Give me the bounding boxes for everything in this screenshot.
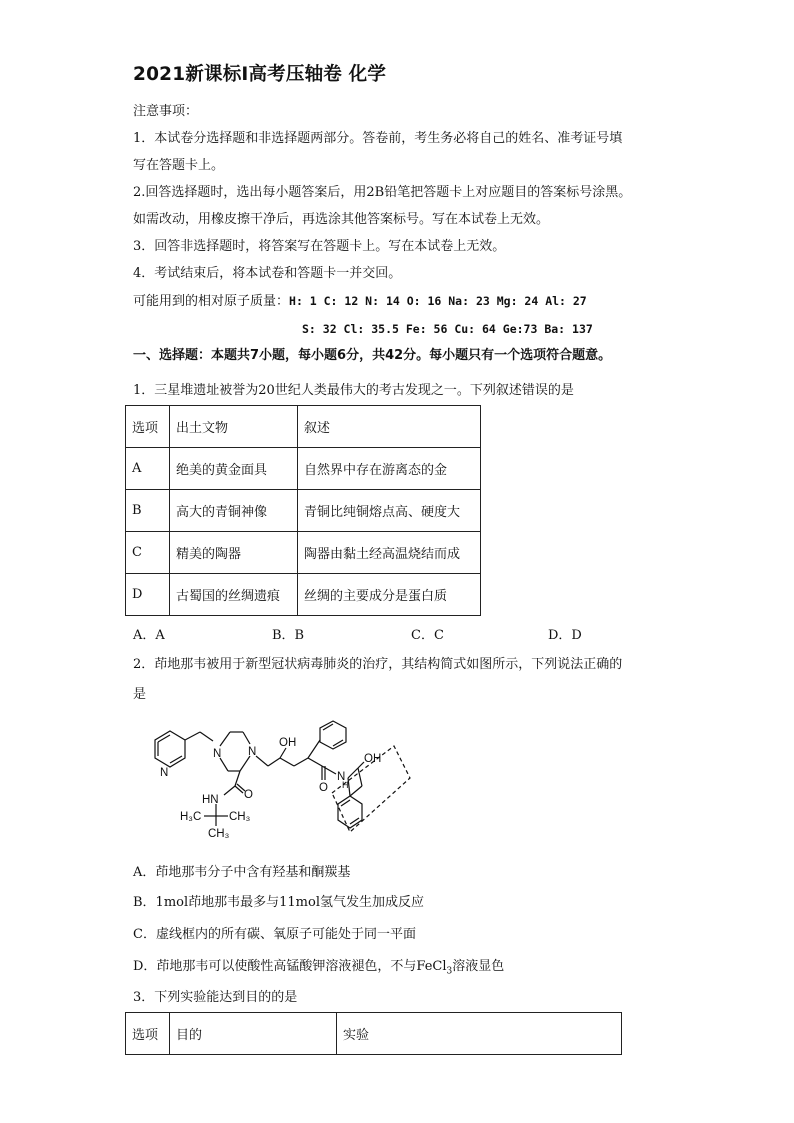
q1-option-a: A．A bbox=[133, 628, 165, 643]
mol-n-pyridine: N bbox=[160, 767, 169, 779]
mol-oh-indanol: OH bbox=[364, 753, 382, 765]
notice-line-6: 4．考试结束后，将本试卷和答题卡一并交回。 bbox=[133, 266, 402, 281]
q1-cell: D bbox=[126, 574, 170, 616]
q2-option-d-tail: 溶液显色 bbox=[452, 959, 505, 974]
table-row bbox=[126, 532, 481, 574]
atomic-mass-line-1 bbox=[133, 292, 587, 311]
q1-option-d: D．D bbox=[548, 628, 582, 643]
q1-option-c: C．C bbox=[411, 628, 444, 643]
mol-ch3-right: CH₃ bbox=[229, 811, 251, 823]
mol-n-piperazine-1: N bbox=[213, 748, 222, 760]
notice-line-1: 1．本试卷分选择题和非选择题两部分。答卷前，考生务必将自己的姓名、准考证号填 bbox=[133, 131, 623, 146]
atomic-mass-values-2: S: 32 Cl: 35.5 Fe: 56 Cu: 64 Ge:73 Ba: 137 bbox=[302, 322, 593, 336]
q3-header-option: 选项 bbox=[126, 1013, 170, 1055]
table-row bbox=[126, 574, 481, 616]
q1-cell: 陶器由黏土经高温烧结而成 bbox=[298, 532, 481, 574]
mol-o-amide-left: O bbox=[244, 789, 253, 801]
atomic-mass-values-1: H: 1 C: 12 N: 14 O: 16 Na: 23 Mg: 24 Al: 27 bbox=[289, 294, 587, 308]
q3-header-experiment: 实验 bbox=[337, 1013, 622, 1055]
q2-option-c: C．虚线框内的所有碳、氧原子可能处于同一平面 bbox=[133, 927, 416, 942]
mol-n-piperazine-2: N bbox=[248, 746, 257, 758]
q1-header-desc: 叙述 bbox=[298, 406, 481, 448]
q3-stem: 3．下列实验能达到目的的是 bbox=[133, 990, 298, 1005]
q1-header-option: 选项 bbox=[126, 406, 170, 448]
table-row bbox=[126, 490, 481, 532]
section-1-heading: 一、选择题：本题共7小题，每小题6分，共42分。每小题只有一个选项符合题意。 bbox=[133, 348, 612, 363]
mol-o-amide-right: O bbox=[319, 782, 328, 794]
q1-cell: 绝美的黄金面具 bbox=[170, 448, 298, 490]
notice-line-5: 3．回答非选择题时，将答案写在答题卡上。写在本试卷上无效。 bbox=[133, 239, 506, 254]
q2-option-b: B．1mol茚地那韦最多与11mol氢气发生加成反应 bbox=[133, 895, 424, 910]
q2-option-d-subscript: 3 bbox=[446, 966, 453, 977]
notice-line-4: 如需改动，用橡皮擦干净后，再选涂其他答案标号。写在本试卷上无效。 bbox=[133, 212, 550, 227]
mol-ch3-left: H₃C bbox=[180, 811, 202, 823]
q1-cell: C bbox=[126, 532, 170, 574]
page-title: 2021新课标Ⅰ高考压轴卷 化学 bbox=[133, 64, 387, 85]
q1-option-b: B．B bbox=[272, 628, 305, 643]
q1-cell: B bbox=[126, 490, 170, 532]
q1-cell: 自然界中存在游离态的金 bbox=[298, 448, 481, 490]
q2-option-a: A．茚地那韦分子中含有羟基和酮羰基 bbox=[133, 865, 351, 880]
atomic-mass-label: 可能用到的相对原子质量： bbox=[133, 294, 290, 309]
indinavir-structure bbox=[140, 718, 430, 848]
notice-heading: 注意事项： bbox=[133, 104, 199, 119]
table-row bbox=[126, 448, 481, 490]
q1-table bbox=[125, 405, 481, 616]
q1-cell: 精美的陶器 bbox=[170, 532, 298, 574]
q1-cell: 高大的青铜神像 bbox=[170, 490, 298, 532]
q3-table bbox=[125, 1012, 622, 1055]
q1-cell: 古蜀国的丝绸遗痕 bbox=[170, 574, 298, 616]
mol-nh-left: HN bbox=[202, 794, 219, 806]
q2-stem-2: 是 bbox=[133, 687, 147, 702]
notice-line-3: 2.回答选择题时，选出每小题答案后，用2B铅笔把答题卡上对应题目的答案标号涂黑。 bbox=[133, 185, 632, 200]
q1-cell: A bbox=[126, 448, 170, 490]
mol-ch3-bottom: CH₃ bbox=[208, 828, 230, 840]
q2-option-d-text: D．茚地那韦可以使酸性高锰酸钾溶液褪色，不与FeCl bbox=[133, 959, 447, 974]
q1-cell: 丝绸的主要成分是蛋白质 bbox=[298, 574, 481, 616]
q2-option-d bbox=[133, 958, 504, 981]
mol-h-amide-right: H bbox=[342, 780, 349, 790]
notice-line-2: 写在答题卡上。 bbox=[133, 158, 225, 173]
mol-n-amide-right: N bbox=[337, 771, 346, 783]
q1-cell: 青铜比纯铜熔点高、硬度大 bbox=[298, 490, 481, 532]
table-row bbox=[126, 406, 481, 448]
q2-stem-1: 2．茚地那韦被用于新型冠状病毒肺炎的治疗，其结构简式如图所示，下列说法正确的 bbox=[133, 657, 623, 672]
table-row bbox=[126, 1013, 622, 1055]
q1-stem: 1．三星堆遗址被誉为20世纪人类最伟大的考古发现之一。下列叙述错误的是 bbox=[133, 383, 574, 398]
q1-header-relic: 出土文物 bbox=[170, 406, 298, 448]
q3-header-goal: 目的 bbox=[170, 1013, 337, 1055]
mol-oh-chain: OH bbox=[279, 737, 297, 749]
